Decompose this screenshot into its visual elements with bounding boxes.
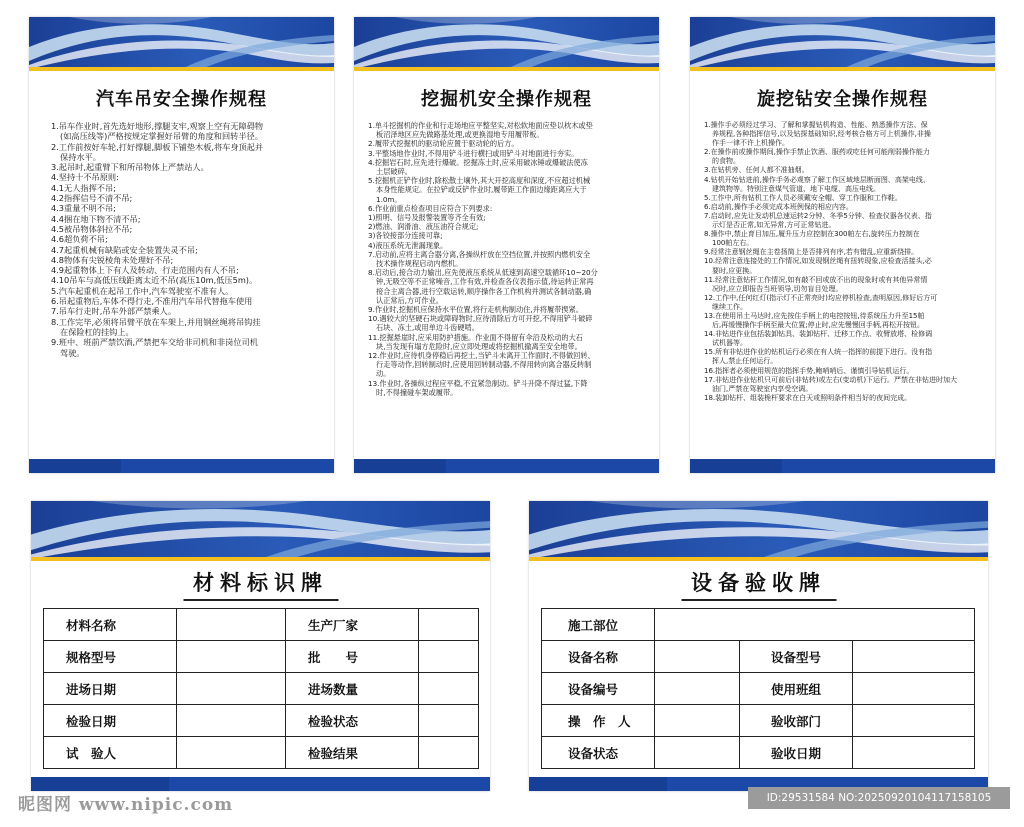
form-label: 使用班组 <box>740 673 853 705</box>
banner-swoosh <box>354 17 659 69</box>
form-label: 施工部位 <box>542 609 655 641</box>
rule-line: 1.吊车作业时,首先选好地形,撑腿支牢,观察上空有无障碍物 <box>51 121 264 131</box>
form-value-cell[interactable] <box>655 609 975 641</box>
yellow-stripe <box>31 557 490 561</box>
rule-line: 13.作业时,各操纵过程应平稳,不宜紧急制动。铲斗升降不得过猛,下降 <box>368 378 588 388</box>
form-label: 验收部门 <box>740 705 853 737</box>
rule-line: 本身性能规定。在拉铲或反铲作业时,履带距工作面边缘距离应大于 <box>376 185 587 195</box>
rule-line: 2.在操作前或操作期间,操作手禁止饮酒、服药或吃任何可能削弱操作能力 <box>704 148 930 157</box>
rule-line: 9.作业时,挖掘机应保持水平位置,将行走机构制动住,并将履带揳紧。 <box>368 305 583 315</box>
table-row <box>44 641 479 673</box>
banner-swoosh <box>29 17 334 69</box>
rule-line: 钟,无吸空等不正常噪音,工作有效,并检查各仪表指示值,待运转正常再 <box>376 277 594 287</box>
form-label: 生产厂家 <box>286 609 419 641</box>
material-sign-board <box>31 501 490 791</box>
table-row <box>44 737 479 769</box>
rule-line: 建筑物等。特别注意煤气管道、地下电缆、高压电线。 <box>712 184 880 193</box>
rule-line: 4.钻机开始钻进前,操作手务必观察了解工作区域地层断面图、高架电线、 <box>704 175 930 184</box>
form-value-cell[interactable] <box>177 641 286 673</box>
form-label: 试 验人 <box>44 737 177 769</box>
table-row <box>44 673 479 705</box>
footer-band <box>690 459 995 473</box>
rule-line: 15.所有非钻进作业的钻机运行必须在有人统一指挥的前提下进行。没有指 <box>704 348 933 357</box>
form-label: 批 号 <box>286 641 419 673</box>
rule-line: 4.1无人指挥不吊; <box>51 182 116 193</box>
form-label: 规格型号 <box>44 641 177 673</box>
rule-line: 1.单斗挖掘机的作业和行走场地应平整坚实,对松软地面应垫以枕木或垫 <box>368 121 593 130</box>
banner-swoosh <box>690 17 995 69</box>
form-value-cell[interactable] <box>655 673 740 705</box>
rule-line: 作手一律不许上机操作。 <box>712 139 789 148</box>
rule-line: 7.启动时,应先让发动机总速运转2分钟、冬季5分钟、检查仪器各仪表、指 <box>704 211 932 220</box>
rule-line: 3.起吊时,起重臂下和所吊物体上严禁站人。 <box>51 162 209 173</box>
form-label: 操 作 人 <box>542 705 655 737</box>
rule-line: 6.吊起重物后,车体不得行走,不准用汽车吊代替拖车使用 <box>51 296 253 307</box>
rule-line: 12.作业时,应待机身停稳后再挖土,当铲斗未离开工作面时,不得做回转、 <box>368 351 595 361</box>
equipment-acceptance-board <box>529 501 988 791</box>
material-form-table <box>43 608 479 769</box>
form-label: 检验状态 <box>286 705 419 737</box>
yellow-stripe <box>690 67 995 71</box>
rule-line: 试机器等。 <box>712 339 747 348</box>
form-label: 检验结果 <box>286 737 419 769</box>
rule-line: 养规程,各种指挥信号,以及钻探基础知识,经考核合格方可上机操作,非操 <box>712 130 931 139</box>
board-title: 挖掘机安全操作规程 <box>421 89 592 110</box>
rule-line: 4.5被吊物体斜拉不吊; <box>51 223 133 234</box>
table-row <box>44 609 479 641</box>
rule-line: 继续工作。 <box>712 302 747 311</box>
table-row <box>44 705 479 737</box>
rule-line: 石块、冻土,或用单边斗齿硬啃。 <box>376 323 479 333</box>
rule-line: 行走等动作,回转制动时,应使用回转制动器,不得用转向离合器反转制 <box>376 360 592 370</box>
rule-line: 2.工作前按好车轮,打好撑腿,脚板下铺垫木板,将车身顶起并 <box>51 141 264 152</box>
rule-line: 块,当发现有塌方危险时,应立即处理或将挖掘机撤离至安全地带。 <box>376 341 582 351</box>
table-row <box>542 609 975 641</box>
rule-line: 板沼泽地区应先做路基处理,或更换湿地专用履带板。 <box>376 130 544 140</box>
rule-line: 后,再缓慢操作手柄至最大位置;停止时,应先慢慢回手柄,再松开按钮。 <box>712 321 925 330</box>
rule-line: 11.挖掘悬崖时,应采用防护措施。作业面不得留有伞沿及松动的大石 <box>368 332 583 342</box>
rule-line: (如高压线等)严格按规定掌握好吊臂的角度和回转半径。 <box>60 131 263 142</box>
rule-line: 1.操作手必须经过学习、了解和掌握钻机构造、性能、熟悉操作方法、保 <box>704 121 928 129</box>
form-value-cell[interactable] <box>177 737 286 769</box>
rule-line: 的食物。 <box>712 157 740 166</box>
rule-line: 100帕左右。 <box>712 239 754 248</box>
rule-line: 油门,严禁在驾驶室内享受空调。 <box>712 384 813 393</box>
rule-line: 3)各铰接部分连接可靠; <box>368 231 443 241</box>
rules-list <box>368 121 654 397</box>
rule-line: 4.6超负荷不吊; <box>51 234 108 245</box>
rule-line: 在保险杠的挂钩上。 <box>60 326 134 337</box>
form-value-cell[interactable] <box>853 641 975 673</box>
rule-line: 6.作业前重点检查项目应符合下列要求: <box>368 203 493 213</box>
rule-line: 4.挖掘岩石时,应先进行爆破。挖掘冻土时,应采用破冰锤或爆破法使冻 <box>368 157 588 167</box>
rule-line: 16.指挥者必须使用规范的指挥手势,鲍哨哨后、谨慎引导钻机运行。 <box>704 366 914 375</box>
form-label: 验收日期 <box>740 737 853 769</box>
table-row <box>542 705 975 737</box>
form-label: 进场数量 <box>286 673 419 705</box>
rule-line: 技术操作规程启动内燃机。 <box>376 259 463 269</box>
form-value-cell[interactable] <box>419 673 479 705</box>
rule-line: 4.8物体有尖锐棱角未处理好不吊; <box>51 254 174 265</box>
rule-line: 4.9起重物体上下有人及转动、行走范围内有人不吊; <box>51 265 239 276</box>
rule-line: 9.经常注意钢丝绳在主卷扬简上是否排列有序,若有错乱,应重新绕排。 <box>704 248 919 257</box>
rule-line: 认正常后,方可作业。 <box>376 295 443 305</box>
crane-safety-board <box>29 17 334 473</box>
rule-line: 3.在钻机旁、任何人都不准抽烟。 <box>704 166 809 175</box>
image-id-bar: ID:29531584 NO:20250920104117158105 <box>748 787 1010 809</box>
table-row <box>542 737 975 769</box>
rule-line: 1)照明、信号及报警装置等齐全有效; <box>368 213 486 223</box>
rule-line: 5.挖掘机正铲作业时,除松散土壤外,其大开挖高度和深度,不应超过机械 <box>368 176 591 186</box>
sign-title: 材料标识牌 <box>183 565 338 601</box>
footer-band <box>29 459 334 473</box>
rule-line: 18.装卸钻杆、组装桅杆要求在白天或照明条件相当好的夜间完成。 <box>704 393 912 402</box>
rule-line: 示灯是否正常,如无异常,方可正常钻进。 <box>712 221 836 230</box>
rule-line: 4.2指挥信号不清不吊; <box>51 193 133 204</box>
rule-line: 接合主离合器,进行空载运转,顺序操作各工作机构并测试各制动器,确 <box>376 286 592 296</box>
form-value-cell[interactable] <box>419 705 479 737</box>
rule-line: 4.3重量不明不吊; <box>51 203 116 214</box>
rule-line: 8.工作完毕,必须将吊臂平放在车架上,并用钢丝绳将吊钩挂 <box>51 316 261 327</box>
rule-line: 2.履带式挖掘机的驱动轮应置于驱动轮的后方。 <box>368 139 519 149</box>
form-label: 进场日期 <box>44 673 177 705</box>
rule-line: 2)燃油、润滑油、液压油符合规定; <box>368 222 479 232</box>
form-label: 设备编号 <box>542 673 655 705</box>
rule-line: 11.经常注意钻杆工作情况,如有敲不回或放不出的现象时或有其他异常情 <box>704 275 928 284</box>
form-value-cell[interactable] <box>177 673 286 705</box>
yellow-stripe <box>529 557 988 561</box>
footer-band <box>354 459 659 473</box>
rule-line: 6.启动前,操作手必须完成本班例保的相应内容。 <box>704 202 853 211</box>
form-label: 设备名称 <box>542 641 655 673</box>
table-row <box>542 673 975 705</box>
form-value-cell[interactable] <box>655 737 740 769</box>
rule-line: 14.非钻进作业包括装卸钻具、装卸钻杆、迁移工作点、收臂放塔、检修调 <box>704 330 933 339</box>
excavator-safety-board <box>354 17 659 473</box>
form-value-cell[interactable] <box>853 673 975 705</box>
rule-line: 况时,应立即报告当班领导,切勿盲目处理。 <box>712 284 843 293</box>
form-label: 检验日期 <box>44 705 177 737</box>
rule-line: 5.汽车起重机在起吊工作中,汽车驾驶室不准有人。 <box>51 285 234 296</box>
board-title: 汽车吊安全操作规程 <box>96 89 267 110</box>
form-label: 设备型号 <box>740 641 853 673</box>
footer-band <box>31 777 490 791</box>
form-value-cell[interactable] <box>853 737 975 769</box>
rule-line: 7.吊车行走时,吊车外部严禁乘人。 <box>51 306 177 317</box>
rule-line: 17.非钻进作业钻机只可前后(非钻转)或左右(变动机)下运行。严禁在非钻进时加大 <box>704 375 958 384</box>
form-value-cell[interactable] <box>419 737 479 769</box>
rotary-drill-safety-board <box>690 17 995 473</box>
rule-line: 4.10吊车与高低压线距离太近不吊(高压10m,低压5m)。 <box>51 275 258 286</box>
board-title: 旋挖钻安全操作规程 <box>757 89 928 110</box>
rule-line: 时,不得撞碰车架或履带。 <box>376 387 458 397</box>
rule-line: 12.工作中,任何红灯(指示灯不正常亮时)均应停机检查,查明原因,修好后方可 <box>704 293 938 302</box>
site-watermark: 昵图网 www.nipic.com <box>18 795 234 815</box>
rule-line: 10.经常注意连接处的工作情况,如发现钢丝绳有扭转现象,应检查活接头,必 <box>704 257 932 266</box>
rules-list <box>704 121 990 403</box>
rule-line: 9.班中、班前严禁饮酒,严禁把车交给非司机和非岗位司机 <box>51 337 258 348</box>
form-value-cell[interactable] <box>853 705 975 737</box>
acceptance-form-table <box>541 608 975 769</box>
rule-line: 挥人,禁止任何运行。 <box>712 357 778 366</box>
rule-line: 5.工作中,所有钻机工作人员必须戴安全帽、穿工作服和工作鞋。 <box>704 193 902 202</box>
rule-line: 7.启动前,应将主离合器分离,各操纵杆放在空挡位置,并按照内燃机安全 <box>368 249 591 259</box>
form-label: 设备状态 <box>542 737 655 769</box>
rule-line: 8.启动后,接合动力输出,应先使液压系统从低速到高速空载循环10~20分 <box>368 268 598 278</box>
rule-line: 4.7起重机械有缺陷或安全装置失灵不吊; <box>51 244 198 255</box>
rules-list <box>51 121 327 358</box>
form-value-cell[interactable] <box>177 705 286 737</box>
rule-line: 土层破碎。 <box>376 167 412 177</box>
rule-line: 要时,应更换。 <box>712 266 757 275</box>
rule-line: 10.遇较大的坚硬石块或障碍物时,应待清除后方可开挖,不得用铲斗破碎 <box>368 314 593 324</box>
form-value-cell[interactable] <box>419 641 479 673</box>
rule-line: 3.平整场地作业时,不得用铲斗进行横扫或用铲斗对地面进行夯实。 <box>368 148 579 158</box>
rule-line: 4.坚持十不吊原则: <box>51 172 119 183</box>
rule-line: 8.操作中,禁止育目加压,履升压力应控制在300帕左右,旋转压力控制在 <box>704 230 920 239</box>
rule-line: 4)液压系统无泄漏现象。 <box>368 240 448 250</box>
form-value-cell[interactable] <box>655 705 740 737</box>
table-row <box>542 641 975 673</box>
banner-swoosh <box>31 501 490 559</box>
rule-line: 动。 <box>376 369 391 379</box>
banner-swoosh <box>529 501 988 559</box>
rule-line: 4.4捆在地下物不清不吊; <box>51 213 141 224</box>
form-value-cell[interactable] <box>655 641 740 673</box>
rule-line: 保持水平。 <box>60 151 101 162</box>
form-value-cell[interactable] <box>419 609 479 641</box>
rule-line: 驾驶。 <box>60 347 85 358</box>
yellow-stripe <box>29 67 334 71</box>
form-value-cell[interactable] <box>177 609 286 641</box>
rule-line: 1.0m。 <box>376 194 402 204</box>
yellow-stripe <box>354 67 659 71</box>
rule-line: 13.在使用吊土马达时,应先按住手柄上的电控按钮,待系统压力升至15帕 <box>704 311 925 320</box>
sign-title: 设备验收牌 <box>681 565 836 601</box>
form-label: 材料名称 <box>44 609 177 641</box>
